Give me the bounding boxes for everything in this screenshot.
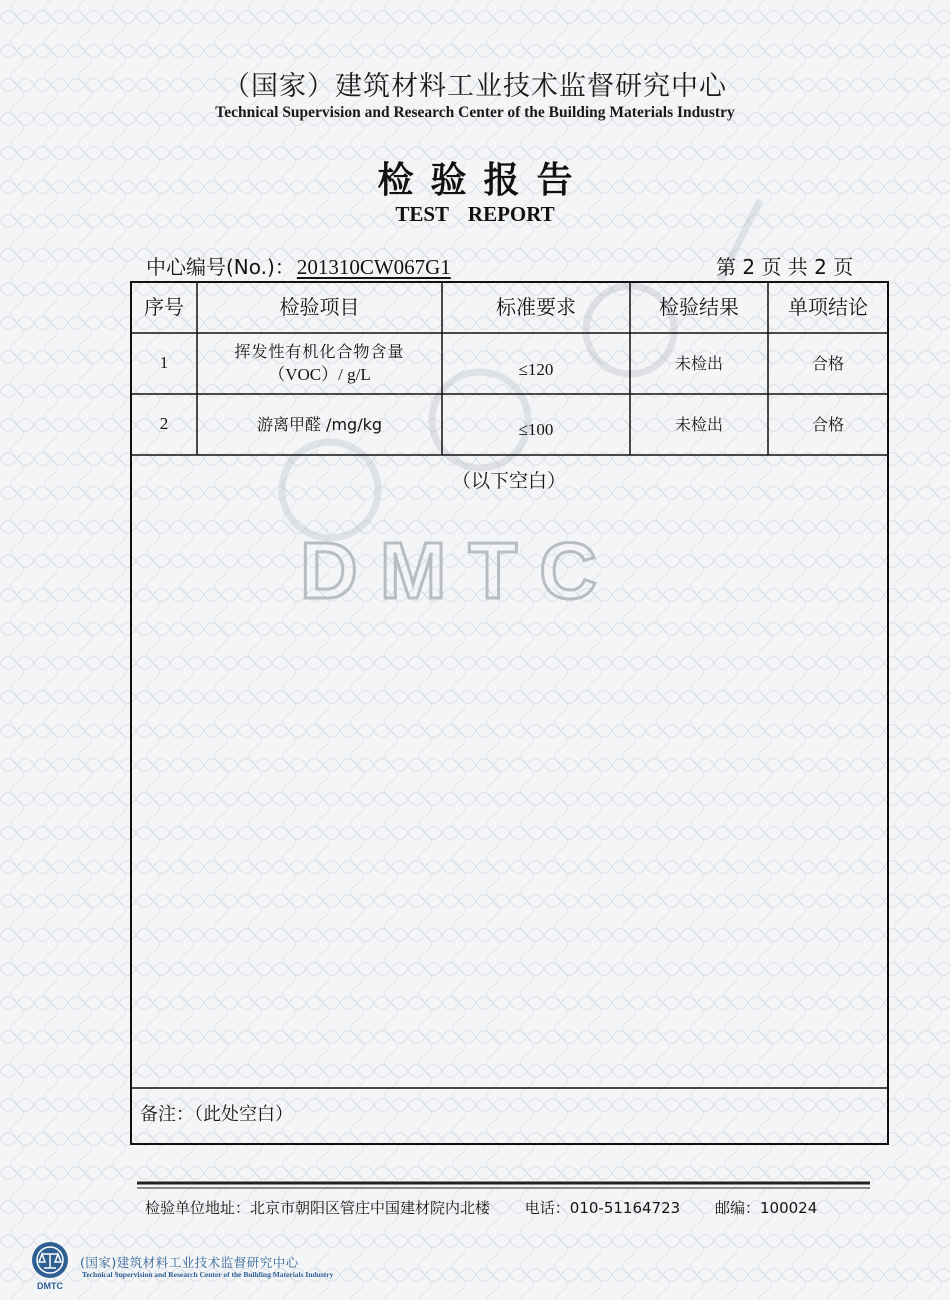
- report-number-label: 中心编号(No.)：: [146, 255, 295, 279]
- report-title-en: TEST REPORT: [395, 202, 555, 226]
- row1-conclusion: 合格: [811, 353, 844, 373]
- row2-item: 游离甲醛 /mg/kg: [256, 414, 383, 434]
- col-header-conclusion: 单项结论: [788, 295, 868, 319]
- report-number-value: 201310CW067G1: [296, 255, 451, 279]
- watermark-text: DMTC: [300, 526, 620, 615]
- logo-org-name-cn: (国家)建筑材料工业技术监督研究中心: [80, 1255, 299, 1270]
- row1-item-line2: （VOC）/ g/L: [268, 364, 371, 384]
- page-indicator: 第 2 页 共 2 页: [716, 255, 854, 279]
- row2-result: 未检出: [674, 414, 723, 434]
- row2-conclusion: 合格: [811, 414, 844, 434]
- col-header-item: 检验项目: [279, 295, 360, 319]
- dmtc-logo-icon: [30, 1240, 70, 1292]
- svg-text:DMTC: DMTC: [37, 1281, 63, 1291]
- col-header-result: 检验结果: [659, 295, 739, 319]
- report-title-cn: 检验报告: [377, 160, 590, 201]
- footer-phone: 电话：010-51164723: [524, 1199, 681, 1217]
- footer-contact: [145, 1197, 817, 1218]
- org-name-cn: （国家）建筑材料工业技术监督研究中心: [223, 71, 727, 102]
- row1-requirement: ≤120: [518, 360, 554, 380]
- remarks: 备注：（此处空白）: [140, 1104, 293, 1125]
- footer-postcode: 邮编：100024: [714, 1199, 818, 1217]
- row1-no: 1: [159, 353, 169, 373]
- row1-result: 未检出: [674, 353, 723, 373]
- col-header-no: 序号: [144, 295, 184, 319]
- org-name-en: Technical Supervision and Research Center of the Building Materials Industry: [215, 104, 735, 121]
- logo-org-name-en: Technical Supervision and Research Center of the Building Materials Industry: [82, 1270, 334, 1279]
- col-header-requirement: 标准要求: [496, 295, 576, 319]
- footer-address: 检验单位地址：北京市朝阳区管庄中国建材院内北楼: [145, 1199, 491, 1217]
- row2-requirement: ≤100: [518, 420, 554, 440]
- row2-no: 2: [159, 414, 169, 434]
- row1-item-line1: 挥发性有机化合物含量: [234, 341, 405, 361]
- blank-below-note: （以下空白）: [451, 470, 566, 492]
- row1-item: [197, 333, 442, 394]
